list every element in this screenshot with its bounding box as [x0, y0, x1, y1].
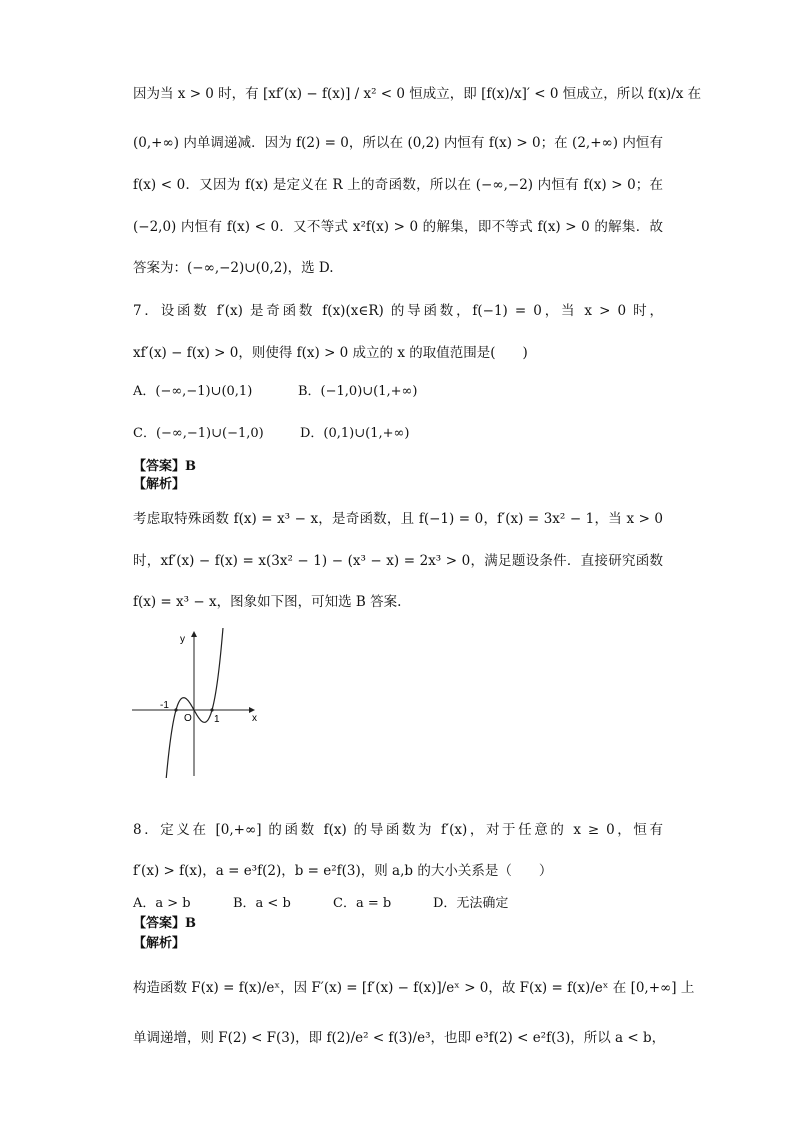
q8-answer: 【答案】B [133, 916, 196, 931]
q8-option-d: D．无法确定 [433, 896, 509, 911]
prev-solution-line-2: (0,+∞) 内单调递减．因为 f(2) = 0，所以在 (0,2) 内恒有 f(x) > 0；在 (2,+∞) 内恒有 [133, 135, 663, 151]
q8-solution-line-2: 单调递增，则 F(2) < F(3)，即 f(2)/e² < f(3)/e³，也即 e³f(2) < e²f(3)，所以 a < b， [133, 1030, 666, 1046]
q7-stem-line-1: 7．设函数 f′(x) 是奇函数 f(x)(x∈R) 的导函数，f(−1) = 0，当 x > 0 时， [133, 303, 663, 319]
q7-stem-line-2: xf′(x) − f(x) > 0，则使得 f(x) > 0 成立的 x 的取值范围是( ) [133, 345, 528, 361]
q7-option-a: A．(−∞,−1)∪(0,1) [133, 384, 253, 399]
q7-option-b: B．(−1,0)∪(1,+∞) [298, 384, 418, 399]
cubic-function-graph [128, 628, 268, 778]
y-axis-label: y [180, 634, 185, 645]
prev-solution-line-4: (−2,0) 内恒有 f(x) < 0．又不等式 x²f(x) > 0 的解集，即不等式 f(x) > 0 的解集．故 [133, 219, 663, 235]
q7-option-c: C．(−∞,−1)∪(−1,0) [133, 426, 264, 441]
origin-label: O [184, 713, 192, 724]
q7-option-d: D．(0,1)∪(1,+∞) [300, 426, 410, 441]
q8-option-c: C．a = b [333, 896, 392, 911]
q7-solution-line-1: 考虑取特殊函数 f(x) = x³ − x，是奇函数，且 f(−1) = 0，f′(x) = 3x² − 1，当 x > 0 [133, 511, 663, 527]
prev-solution-line-1: 因为当 x > 0 时，有 [xf′(x) − f(x)] / x² < 0 恒成立，即 [f(x)/x]′ < 0 恒成立，所以 f(x)/x 在 [133, 86, 702, 102]
prev-solution-line-3: f(x) < 0．又因为 f(x) 是定义在 R 上的奇函数，所以在 (−∞,−2) 内恒有 f(x) > 0；在 [133, 177, 663, 193]
q7-solution-line-2: 时，xf′(x) − f(x) = x(3x² − 1) − (x³ − x) = 2x³ > 0，满足题设条件．直接研究函数 [133, 553, 663, 569]
prev-solution-line-5: 答案为：(−∞,−2)∪(0,2)，选 D. [133, 260, 334, 276]
q8-solution-line-1: 构造函数 F(x) = f(x)/eˣ，因 F′(x) = [f′(x) − f(x)]/eˣ > 0，故 F(x) = f(x)/eˣ 在 [0,+∞] 上 [133, 980, 695, 996]
point-neg-one [174, 708, 177, 711]
one-label: 1 [214, 714, 220, 725]
q8-option-b: B．a < b [233, 896, 291, 911]
x-axis-label: x [252, 713, 257, 724]
q7-solution-line-3: f(x) = x³ − x，图象如下图，可知选 B 答案. [133, 594, 402, 610]
cubic-curve [166, 628, 225, 778]
neg-one-label: -1 [160, 700, 169, 711]
q8-stem-line-2: f′(x) > f(x)，a = e³f(2)，b = e²f(3)，则 a,b 的大小关系是（ ） [133, 863, 553, 879]
q8-analysis-tag: 【解析】 [133, 936, 186, 951]
q7-analysis-tag: 【解析】 [133, 477, 186, 492]
q8-option-a: A．a > b [133, 896, 191, 911]
q8-stem-line-1: 8．定义在 [0,+∞] 的函数 f(x) 的导函数为 f′(x)，对于任意的 x ≥ 0，恒有 [133, 822, 663, 838]
q7-answer: 【答案】B [133, 459, 196, 474]
point-one [210, 708, 213, 711]
